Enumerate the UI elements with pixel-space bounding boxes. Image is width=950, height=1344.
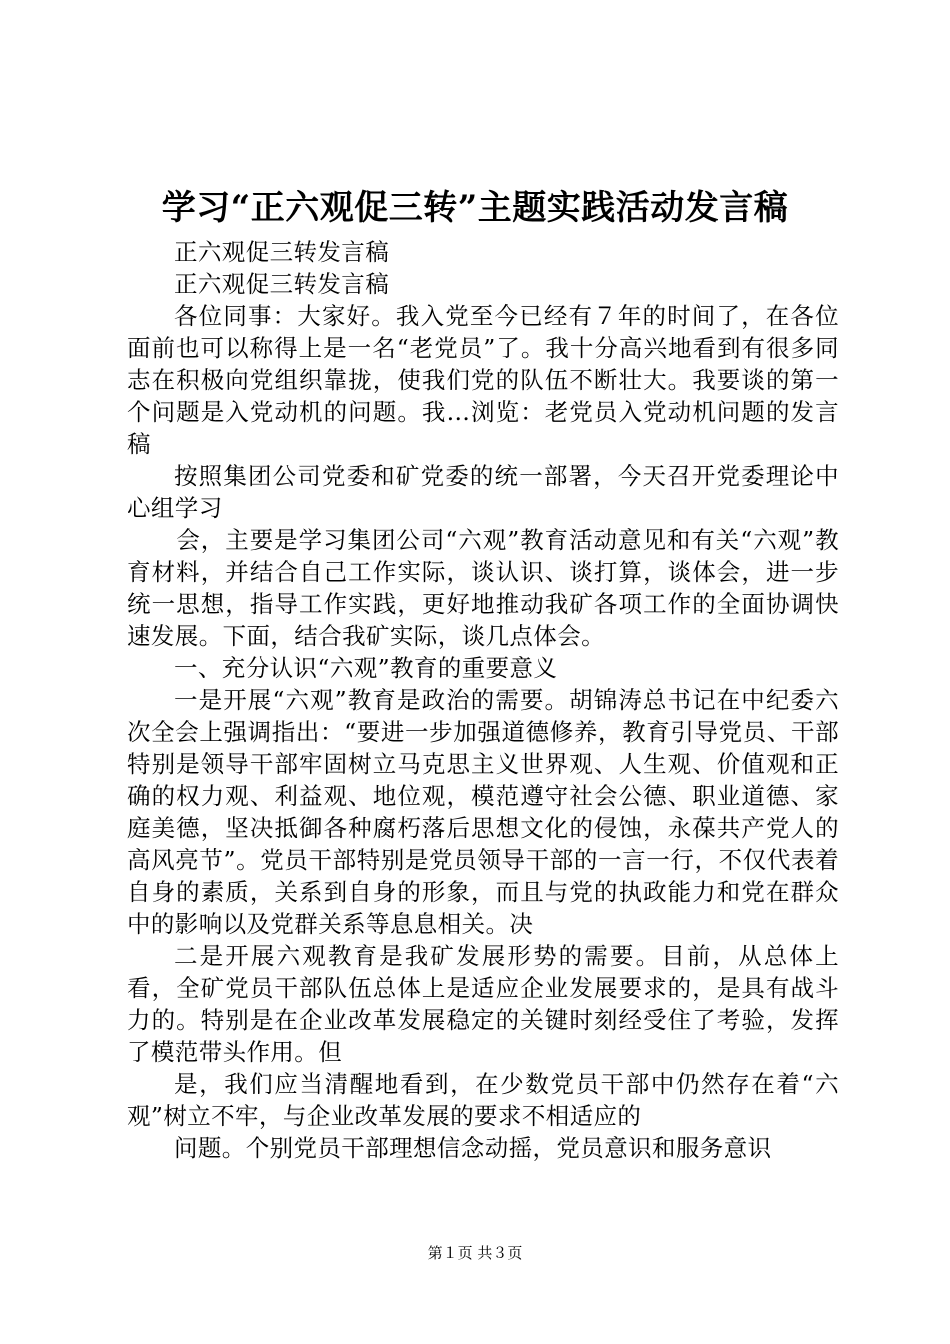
- paragraph: 各位同事：大家好。我入党至今已经有７年的时间了，在各位面前也可以称得上是一名“老党员”了。我十分高兴地看到有很多同志在积极向党组织靠拢，使我们党的队伍不断壮大。我要谈的第一个问题是入党动机的问题。我…浏览：老党员入党动机问题的发言稿: [127, 302, 839, 458]
- document-title: 学习“正六观促三转”主题实践活动发言稿: [161, 188, 789, 228]
- paragraph: 是，我们应当清醒地看到，在少数党员干部中仍然存在着“六观”树立不牢，与企业改革发展的要求不相适应的: [127, 1070, 839, 1130]
- document-body: [127, 236, 839, 1164]
- page-footer: 第１页 共３页: [427, 1244, 523, 1262]
- paragraph: 会，主要是学习集团公司“六观”教育活动意见和有关“六观”教育材料，并结合自己工作实际，谈认识、谈打算，谈体会，进一步统一思想，指导工作实践，更好地推动我矿各项工作的全面协调快速发展。下面，结合我矿实际，谈几点体会。: [127, 526, 839, 650]
- paragraph: 按照集团公司党委和矿党委的统一部署，今天召开党委理论中心组学习: [127, 462, 839, 522]
- paragraph: 一是开展“六观”教育是政治的需要。胡锦涛总书记在中纪委六次全会上强调指出：“要进一步加强道德修养，教育引导党员、干部特别是领导干部牢固树立马克思主义世界观、人生观、价值观和正确的权力观、利益观、地位观，模范遵守社会公德、职业道德、家庭美德，坚决抵御各种腐朽落后思想文化的侵蚀，永葆共产党人的高风亮节”。党员干部特别是党员领导干部的一言一行，不仅代表着自身的素质，关系到自身的形象，而且与党的执政能力和党在群众中的影响以及党群关系等息息相关。决: [127, 686, 839, 938]
- paragraph: 正六观促三转发言稿: [174, 270, 390, 298]
- section-heading: 一、充分认识“六观”教育的重要意义: [174, 654, 558, 682]
- paragraph: 问题。个别党员干部理想信念动摇，党员意识和服务意识: [174, 1134, 772, 1162]
- paragraph: 二是开展六观教育是我矿发展形势的需要。目前，从总体上看，全矿党员干部队伍总体上是适应企业发展要求的，是具有战斗力的。特别是在企业改革发展稳定的关键时刻经受住了考验，发挥了模范带头作用。但: [127, 942, 839, 1066]
- paragraph: 正六观促三转发言稿: [174, 238, 390, 266]
